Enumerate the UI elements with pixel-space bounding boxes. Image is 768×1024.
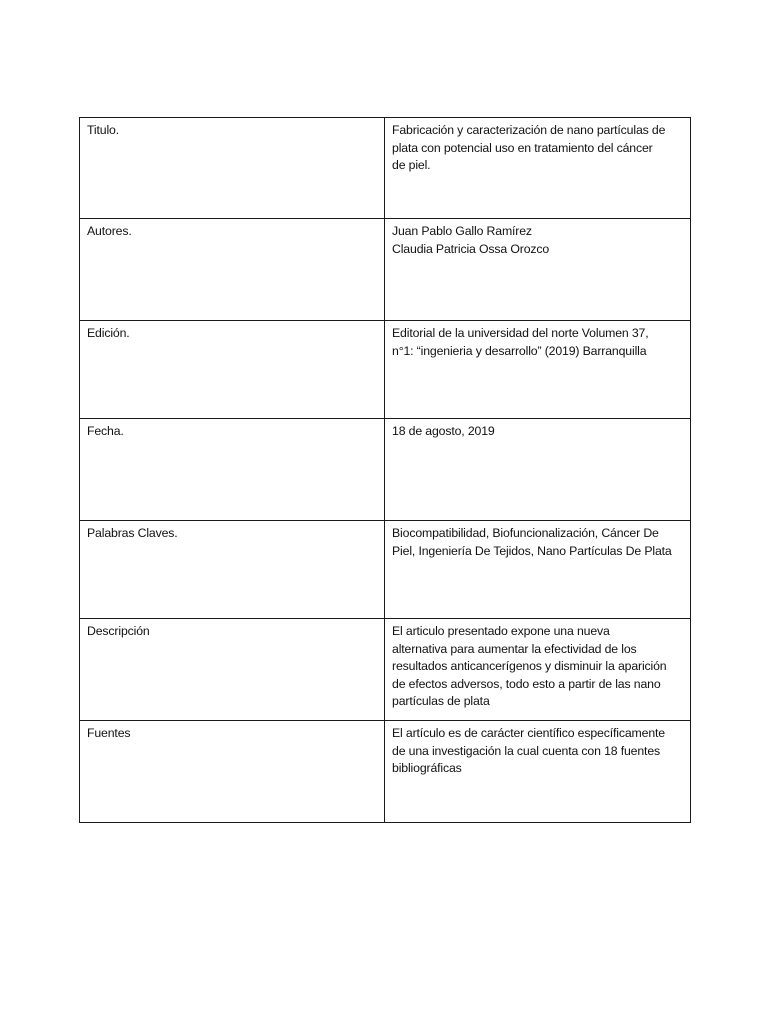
label-titulo: Titulo.	[80, 118, 385, 219]
value-palabras-claves	[385, 521, 691, 619]
label-edicion: Edición.	[80, 321, 385, 419]
value-line: de una investigación la cual cuenta con 18 fuentes	[392, 743, 661, 758]
value-titulo	[385, 118, 691, 219]
value-fecha	[385, 419, 691, 521]
table-row-fecha	[80, 419, 691, 521]
value-line: Piel, Ingeniería De Tejidos, Nano Partículas De Plata	[392, 543, 672, 558]
table-row-descripcion	[80, 619, 691, 721]
value-line: 18 de agosto, 2019	[392, 424, 495, 438]
table-row-palabras-claves	[80, 521, 691, 619]
value-line: de piel.	[392, 158, 431, 172]
value-line: Editorial de la universidad del norte Volumen 37,	[392, 326, 649, 340]
label-descripcion: Descripción	[80, 619, 385, 721]
info-table	[79, 117, 691, 823]
value-line: plata con potencial uso en tratamiento del cáncer	[392, 140, 653, 155]
label-autores: Autores.	[80, 219, 385, 321]
table-row-autores	[80, 219, 691, 321]
value-line: Fabricación y caracterización de nano partículas de	[392, 123, 666, 137]
value-line: El artículo es de carácter científico específicamente	[392, 726, 665, 740]
table-row-edicion	[80, 321, 691, 419]
table-row-fuentes	[80, 721, 691, 823]
value-line: n°1: “ingenieria y desarrollo” (2019) Barranquilla	[392, 343, 647, 358]
value-line: Juan Pablo Gallo Ramírez	[392, 224, 532, 238]
table-row-titulo	[80, 118, 691, 219]
value-fuentes	[385, 721, 691, 823]
value-line: Claudia Patricia Ossa Orozco	[392, 241, 550, 256]
label-palabras-claves: Palabras Claves.	[80, 521, 385, 619]
value-edicion	[385, 321, 691, 419]
value-descripcion	[385, 619, 691, 721]
label-fecha: Fecha.	[80, 419, 385, 521]
value-line: partículas de plata	[392, 694, 490, 708]
value-line: Biocompatibilidad, Biofuncionalización, Cáncer De	[392, 526, 659, 540]
value-line: resultados anticancerígenos y disminuir la aparición	[392, 659, 667, 673]
value-line: bibliográficas	[392, 761, 462, 775]
value-line: alternativa para aumentar la efectividad de los	[392, 641, 637, 656]
label-fuentes: Fuentes	[80, 721, 385, 823]
value-autores	[385, 219, 691, 321]
value-line: El articulo presentado expone una nueva	[392, 624, 610, 638]
value-line: de efectos adversos, todo esto a partir de las nano	[392, 676, 661, 691]
